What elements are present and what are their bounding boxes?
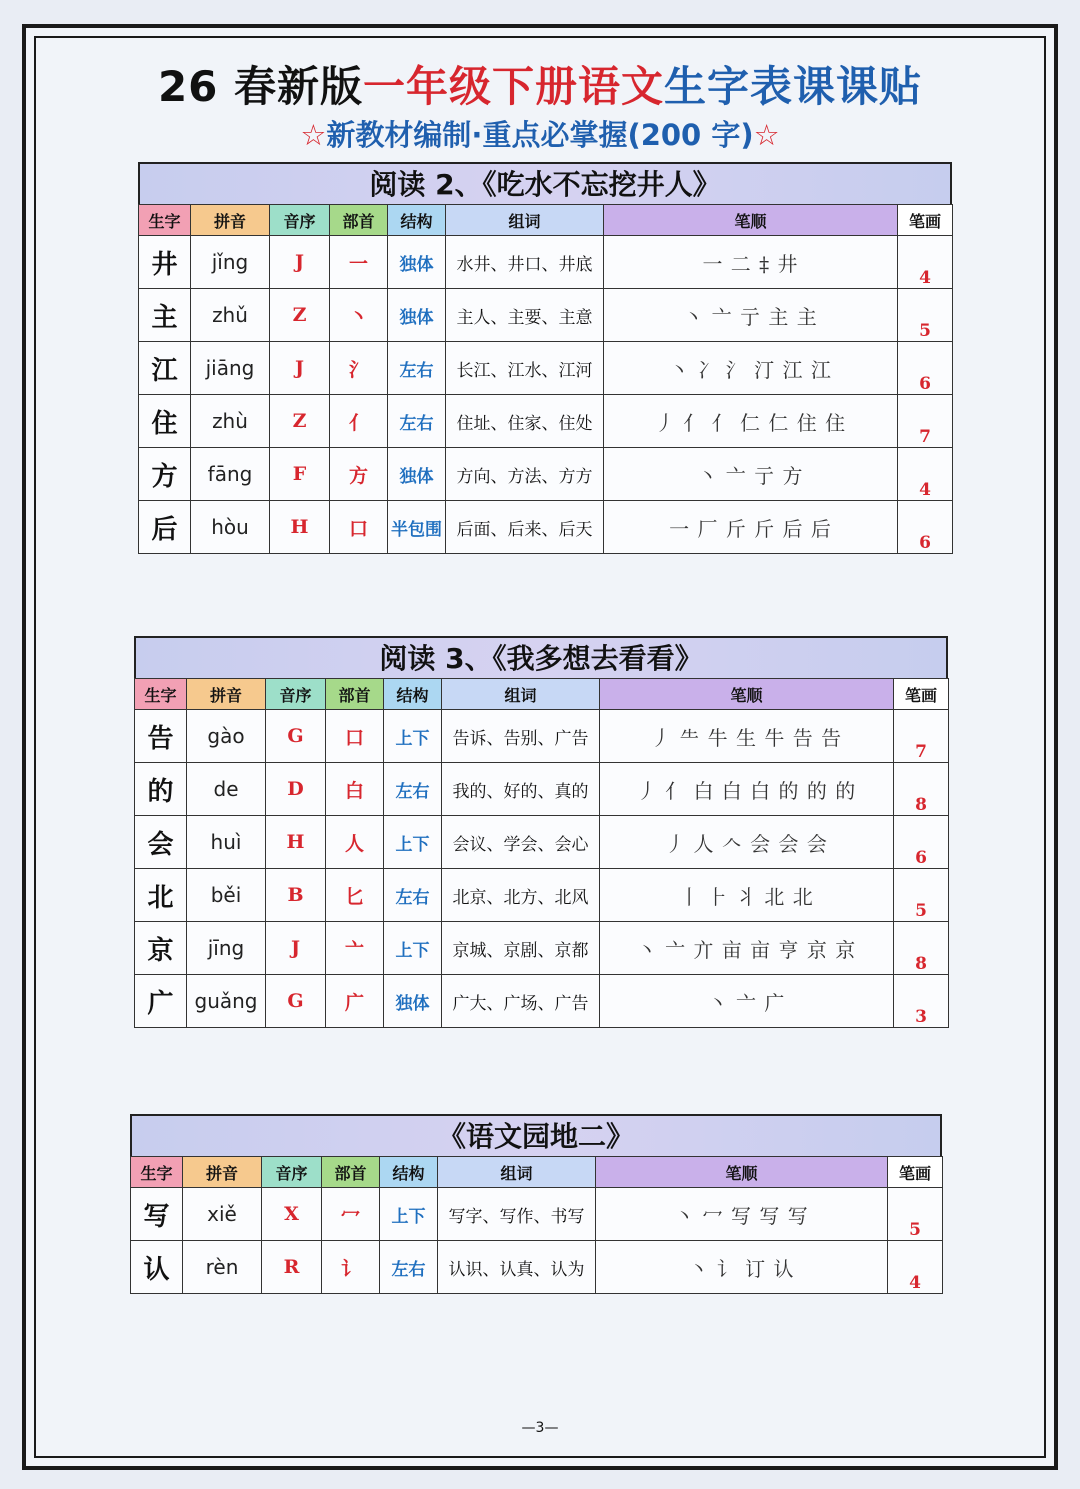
cell-zuci: 告诉、告别、广告 <box>442 710 600 763</box>
cell-bushou: 氵 <box>330 342 388 395</box>
cell-yinxu: H <box>270 501 330 554</box>
page-subtitle <box>0 113 1080 154</box>
cell-char: 写 <box>131 1188 183 1241</box>
cell-yinxu: F <box>270 448 330 501</box>
cell-zuci: 认识、认真、认为 <box>438 1241 596 1294</box>
cell-bishun: 丶 冖 写 写 写 <box>596 1188 888 1241</box>
cell-bushou: 冖 <box>322 1188 380 1241</box>
char-table <box>130 1156 943 1294</box>
table-row <box>139 236 953 289</box>
cell-bihua: 3 <box>894 975 949 1028</box>
cell-yinxu: B <box>266 869 326 922</box>
cell-bushou: 匕 <box>326 869 384 922</box>
cell-pinyin: gào <box>187 710 266 763</box>
cell-zuci: 方向、方法、方方 <box>446 448 604 501</box>
cell-jiegou: 半包围 <box>388 501 446 554</box>
cell-pinyin: jǐng <box>191 236 270 289</box>
cell-pinyin: fāng <box>191 448 270 501</box>
cell-jiegou: 上下 <box>380 1188 438 1241</box>
header-zuci: 组词 <box>446 205 604 236</box>
cell-jiegou: 独体 <box>388 448 446 501</box>
cell-bihua: 6 <box>898 342 953 395</box>
cell-pinyin: hòu <box>191 501 270 554</box>
subtitle-text: 新教材编制·重点必掌握(200 字) <box>326 118 754 152</box>
table-row <box>131 1241 943 1294</box>
section-title: 《语文园地二》 <box>130 1114 942 1156</box>
table-row <box>139 501 953 554</box>
cell-bihua: 6 <box>894 816 949 869</box>
cell-pinyin: de <box>187 763 266 816</box>
cell-pinyin: xiě <box>183 1188 262 1241</box>
cell-char: 井 <box>139 236 191 289</box>
cell-bihua: 8 <box>894 922 949 975</box>
cell-char: 住 <box>139 395 191 448</box>
cell-bushou: 亻 <box>330 395 388 448</box>
cell-jiegou: 左右 <box>388 395 446 448</box>
cell-bushou: 口 <box>326 710 384 763</box>
header-pinyin: 拼音 <box>183 1157 262 1188</box>
section-table-2 <box>134 636 948 1028</box>
cell-bushou: 人 <box>326 816 384 869</box>
cell-char: 广 <box>135 975 187 1028</box>
table-row <box>139 342 953 395</box>
page-title <box>0 54 1080 114</box>
cell-bushou: 讠 <box>322 1241 380 1294</box>
cell-bihua: 8 <box>894 763 949 816</box>
cell-bihua: 5 <box>894 869 949 922</box>
cell-jiegou: 左右 <box>388 342 446 395</box>
table-row <box>135 975 949 1028</box>
cell-jiegou: 独体 <box>384 975 442 1028</box>
title-part-3: 生字表课课贴 <box>664 62 923 111</box>
cell-pinyin: zhǔ <box>191 289 270 342</box>
cell-jiegou: 独体 <box>388 289 446 342</box>
cell-bihua: 4 <box>898 448 953 501</box>
header-yinxu: 音序 <box>262 1157 322 1188</box>
cell-jiegou: 独体 <box>388 236 446 289</box>
table-row <box>135 869 949 922</box>
header-row <box>135 679 949 710</box>
header-bishun: 笔顺 <box>596 1157 888 1188</box>
cell-jiegou: 左右 <box>380 1241 438 1294</box>
cell-char: 会 <box>135 816 187 869</box>
header-row <box>139 205 953 236</box>
header-pinyin: 拼音 <box>187 679 266 710</box>
cell-bihua: 7 <box>894 710 949 763</box>
cell-bishun: 一 厂 斤 斤 后 后 <box>604 501 898 554</box>
cell-bihua: 4 <box>898 236 953 289</box>
cell-zuci: 北京、北方、北风 <box>442 869 600 922</box>
cell-bishun: 丶 亠 广 <box>600 975 894 1028</box>
cell-pinyin: guǎng <box>187 975 266 1028</box>
cell-bihua: 4 <box>888 1241 943 1294</box>
cell-pinyin: huì <box>187 816 266 869</box>
header-jiegou: 结构 <box>388 205 446 236</box>
cell-yinxu: X <box>262 1188 322 1241</box>
table-row <box>135 710 949 763</box>
header-char: 生字 <box>131 1157 183 1188</box>
header-bishun: 笔顺 <box>600 679 894 710</box>
cell-bihua: 5 <box>888 1188 943 1241</box>
cell-char: 江 <box>139 342 191 395</box>
cell-bishun: 丶 讠 订 认 <box>596 1241 888 1294</box>
cell-bushou: 亠 <box>326 922 384 975</box>
cell-zuci: 后面、后来、后天 <box>446 501 604 554</box>
header-zuci: 组词 <box>442 679 600 710</box>
cell-bishun: 丶 亠 亍 方 <box>604 448 898 501</box>
cell-zuci: 会议、学会、会心 <box>442 816 600 869</box>
table-row <box>131 1188 943 1241</box>
header-jiegou: 结构 <box>380 1157 438 1188</box>
char-table <box>134 678 949 1028</box>
header-pinyin: 拼音 <box>191 205 270 236</box>
cell-jiegou: 左右 <box>384 869 442 922</box>
cell-bushou: 广 <box>326 975 384 1028</box>
header-zuci: 组词 <box>438 1157 596 1188</box>
cell-jiegou: 上下 <box>384 710 442 763</box>
cell-yinxu: G <box>266 975 326 1028</box>
cell-yinxu: H <box>266 816 326 869</box>
cell-bishun: 丶 冫 氵 汀 江 江 <box>604 342 898 395</box>
cell-bushou: 一 <box>330 236 388 289</box>
cell-zuci: 长江、江水、江河 <box>446 342 604 395</box>
cell-bihua: 6 <box>898 501 953 554</box>
cell-char: 主 <box>139 289 191 342</box>
header-char: 生字 <box>139 205 191 236</box>
page-number: —3— <box>521 1420 559 1436</box>
cell-bishun: 丿 亻 亻 仁 仁 住 住 <box>604 395 898 448</box>
cell-zuci: 京城、京剧、京都 <box>442 922 600 975</box>
cell-pinyin: jīng <box>187 922 266 975</box>
cell-zuci: 水井、井口、井底 <box>446 236 604 289</box>
section-table-1 <box>138 162 952 554</box>
cell-zuci: 写字、写作、书写 <box>438 1188 596 1241</box>
cell-char: 的 <box>135 763 187 816</box>
section-title: 阅读 2、《吃水不忘挖井人》 <box>138 162 952 204</box>
cell-char: 方 <box>139 448 191 501</box>
cell-pinyin: zhù <box>191 395 270 448</box>
cell-yinxu: Z <box>270 395 330 448</box>
cell-zuci: 主人、主要、主意 <box>446 289 604 342</box>
star-left: ☆ <box>300 118 327 152</box>
table-row <box>139 289 953 342</box>
cell-bishun: 一 二 ‡ 井 <box>604 236 898 289</box>
section-table-3 <box>130 1114 942 1294</box>
cell-zuci: 住址、住家、住处 <box>446 395 604 448</box>
cell-yinxu: J <box>270 342 330 395</box>
table-row <box>135 922 949 975</box>
cell-bushou: 方 <box>330 448 388 501</box>
table-row <box>139 395 953 448</box>
cell-bushou: 白 <box>326 763 384 816</box>
cell-bishun: 丿 亻 白 白 白 的 的 的 <box>600 763 894 816</box>
header-jiegou: 结构 <box>384 679 442 710</box>
title-part-2: 一年级下册语文 <box>363 62 665 111</box>
table-row <box>135 763 949 816</box>
header-bushou: 部首 <box>326 679 384 710</box>
table-row <box>139 448 953 501</box>
cell-char: 京 <box>135 922 187 975</box>
cell-char: 告 <box>135 710 187 763</box>
header-bushou: 部首 <box>330 205 388 236</box>
cell-pinyin: běi <box>187 869 266 922</box>
header-yinxu: 音序 <box>266 679 326 710</box>
cell-zuci: 广大、广场、广告 <box>442 975 600 1028</box>
cell-yinxu: R <box>262 1241 322 1294</box>
cell-char: 认 <box>131 1241 183 1294</box>
section-title: 阅读 3、《我多想去看看》 <box>134 636 948 678</box>
star-right: ☆ <box>753 118 780 152</box>
header-bihua: 笔画 <box>898 205 953 236</box>
cell-bihua: 5 <box>898 289 953 342</box>
header-bihua: 笔画 <box>894 679 949 710</box>
cell-char: 北 <box>135 869 187 922</box>
header-yinxu: 音序 <box>270 205 330 236</box>
header-bishun: 笔顺 <box>604 205 898 236</box>
header-row <box>131 1157 943 1188</box>
cell-yinxu: Z <box>270 289 330 342</box>
char-table <box>138 204 953 554</box>
cell-jiegou: 左右 <box>384 763 442 816</box>
header-char: 生字 <box>135 679 187 710</box>
cell-zuci: 我的、好的、真的 <box>442 763 600 816</box>
cell-bishun: 丨 ⺊ 丬 北 北 <box>600 869 894 922</box>
cell-jiegou: 上下 <box>384 922 442 975</box>
header-bihua: 笔画 <box>888 1157 943 1188</box>
cell-pinyin: rèn <box>183 1241 262 1294</box>
cell-bushou: 口 <box>330 501 388 554</box>
cell-jiegou: 上下 <box>384 816 442 869</box>
cell-bishun: 丿 人 𠆢 会 会 会 <box>600 816 894 869</box>
cell-bishun: 丶 亠 亣 亩 亩 亨 京 京 <box>600 922 894 975</box>
cell-yinxu: D <box>266 763 326 816</box>
cell-char: 后 <box>139 501 191 554</box>
cell-yinxu: J <box>270 236 330 289</box>
table-row <box>135 816 949 869</box>
cell-bishun: 丶 亠 亍 主 主 <box>604 289 898 342</box>
header-bushou: 部首 <box>322 1157 380 1188</box>
cell-yinxu: J <box>266 922 326 975</box>
cell-bushou: 丶 <box>330 289 388 342</box>
cell-bishun: 丿 ⺧ 牛 生 牛 告 告 <box>600 710 894 763</box>
cell-bihua: 7 <box>898 395 953 448</box>
cell-pinyin: jiāng <box>191 342 270 395</box>
cell-yinxu: G <box>266 710 326 763</box>
title-part-1: 26 春新版 <box>157 62 364 111</box>
